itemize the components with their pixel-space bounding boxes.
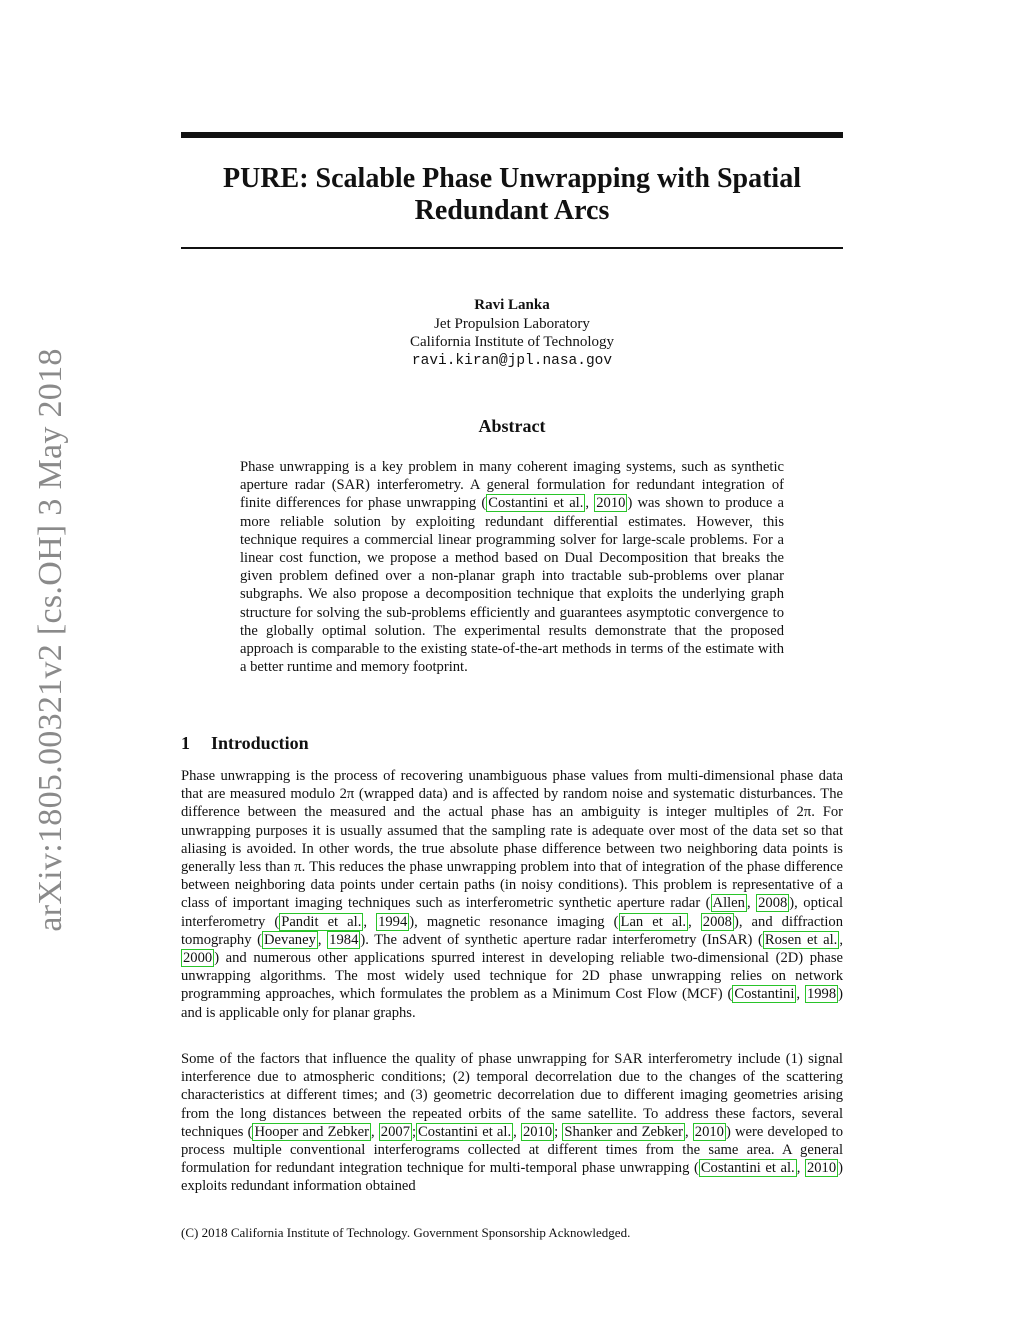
- abstract-heading: Abstract: [478, 416, 546, 436]
- section-number: 1: [181, 733, 190, 753]
- citation-link[interactable]: 2010: [694, 1123, 724, 1140]
- abstract-text: ,: [585, 495, 595, 512]
- citation-link[interactable]: 2007: [380, 1123, 410, 1140]
- citation-link[interactable]: Costantini et al.: [700, 1160, 795, 1177]
- body-text: Some of the factors that influence the quality of phase unwrapping for SAR interferometry include (1) signal interference due to atmospheric conditions; (2) temporal decorrelation due to the changes of the scattering characteristics at different times; and (3) geometric decorrelation due to different imaging geometries arising from the long distances between the repeated orbits of the same satellite. To address these factors, several techniques (: [181, 1051, 843, 1140]
- title-top-rule: [181, 132, 843, 138]
- citation-link[interactable]: Costantini et al.: [488, 495, 584, 512]
- citation-link[interactable]: 2010: [596, 495, 626, 512]
- citation-link[interactable]: 1998: [806, 986, 837, 1003]
- section-title: Introduction: [211, 733, 309, 753]
- body-text: ,: [839, 931, 843, 948]
- citation-link[interactable]: Costantini et al.: [418, 1123, 512, 1140]
- body-text: Phase unwrapping is the process of recovering unambiguous phase values from multi-dimensional phase data that are measured modulo 2π (wrapped data) and is affected by random noise and systematic disturbances. The difference between the measured and the actual phase has an ambiguity is integer multiples of 2π. For unwrapping purposes it is usually assumed that the sampling rate is adequate over most of the data set so that aliasing is avoided. In other words, the true absolute phase difference between two neighboring data points is generally less than π. This reduces the phase unwrapping problem into that of integration of the phase difference between neighboring data points under certain paths (in noisy conditions). This problem is representative of a class of important imaging techniques such as interferometric synthetic aperture radar (: [181, 768, 843, 912]
- citation-link[interactable]: Allen: [712, 895, 745, 912]
- body-text: ;: [411, 1123, 417, 1140]
- body-text: ,: [363, 913, 377, 930]
- body-text: ;: [554, 1123, 563, 1140]
- section-heading: [181, 733, 309, 754]
- citation-link[interactable]: 1994: [378, 913, 408, 930]
- body-text: ,: [684, 1123, 693, 1140]
- paper-title: PURE: Scalable Phase Unwrapping with Spatial Redundant Arcs: [223, 163, 801, 226]
- intro-paragraph-2: [181, 1050, 843, 1196]
- body-text: ) and numerous other applications spurred interest in developing reliable two-dimensional (2D) phase unwrapping algorithms. The most widely used technique for 2D phase unwrapping relies on network programming approaches, which formulates the problem as a Minimum Cost Flow (MCF) (: [181, 950, 843, 1003]
- citation-link[interactable]: 2010: [522, 1123, 553, 1140]
- body-text: ,: [370, 1123, 379, 1140]
- citation-link[interactable]: Hooper and Zebker: [254, 1123, 369, 1140]
- body-text: ), magnetic resonance imaging (: [409, 913, 619, 930]
- body-text: ) were developed to process multiple conventional interferograms collected at different times from the same area. A general formulation for redundant integration technique for multi-temporal phase unwrapping (: [181, 1123, 844, 1177]
- arxiv-identifier: arXiv:1805.00321v2 [cs.OH] 3 May 2018: [32, 348, 69, 932]
- citation-link[interactable]: Rosen et al.: [764, 931, 838, 948]
- author-name: Ravi Lanka: [474, 297, 550, 313]
- title-bottom-rule: [181, 247, 843, 249]
- copyright-footnote: (C) 2018 California Institute of Technology. Government Sponsorship Acknowledged.: [181, 1225, 631, 1240]
- abstract-text: ) was shown to produce a more reliable solution by exploiting redundant differential estimates. However, this technique requires a commercial linear programming solver for large-scale problems. For a linear cost function, we propose a method based on Dual Decomposition that breaks the given problem defined over a non-planar graph into tractable sub-problems over planar subgraphs. We also propose a decomposition technique that exploits the underlying graph structure for solving the sub-problems efficiently and guarantees asymptotic convergence to the globally optimal solution. The experimental results demonstrate that the proposed approach is comparable to the existing state-of-the-art methods in terms of the estimate with a better runtime and memory footprint.: [240, 495, 784, 676]
- author-affiliation-lab: Jet Propulsion Laboratory: [434, 315, 590, 332]
- citation-link[interactable]: Pandit et al.: [281, 913, 362, 930]
- author-block: [181, 296, 843, 370]
- body-text: ). The advent of synthetic aperture radar interferometry (InSAR) (: [360, 931, 763, 948]
- citation-link[interactable]: 2008: [758, 895, 788, 912]
- body-text: ,: [688, 913, 701, 930]
- body-text: ), and diffraction tomography (: [181, 913, 843, 948]
- body-text: ) exploits redundant information obtained: [181, 1160, 844, 1195]
- citation-link[interactable]: Costantini: [734, 986, 795, 1003]
- abstract-body: [240, 458, 784, 676]
- citation-link[interactable]: Lan et al.: [620, 913, 687, 930]
- citation-link[interactable]: 2008: [702, 913, 732, 930]
- body-text: ,: [513, 1123, 521, 1140]
- arxiv-sidebar: [10, 0, 70, 1325]
- intro-paragraph-1: [181, 767, 843, 1022]
- body-text: ,: [796, 986, 805, 1003]
- author-email[interactable]: ravi.kiran@jpl.nasa.gov: [411, 352, 613, 369]
- citation-link[interactable]: 2000: [183, 950, 213, 967]
- abstract-text: Phase unwrapping is a key problem in many coherent imaging systems, such as synthetic aperture radar (SAR) interferometry. A general formulation for redundant integration of finite differences for phase unwrapping (: [240, 459, 784, 512]
- citation-link[interactable]: Devaney: [264, 931, 316, 948]
- body-text: ), optical interferometry (: [181, 895, 843, 930]
- body-text: ) and is applicable only for planar graphs.: [181, 986, 843, 1021]
- body-text: ,: [796, 1160, 805, 1177]
- body-text: ,: [746, 895, 757, 912]
- author-affiliation-institute: California Institute of Technology: [409, 334, 615, 350]
- body-text: ,: [317, 931, 328, 948]
- citation-link[interactable]: Shanker and Zebker: [564, 1123, 683, 1140]
- citation-link[interactable]: 1984: [329, 931, 359, 948]
- citation-link[interactable]: 2010: [806, 1160, 837, 1177]
